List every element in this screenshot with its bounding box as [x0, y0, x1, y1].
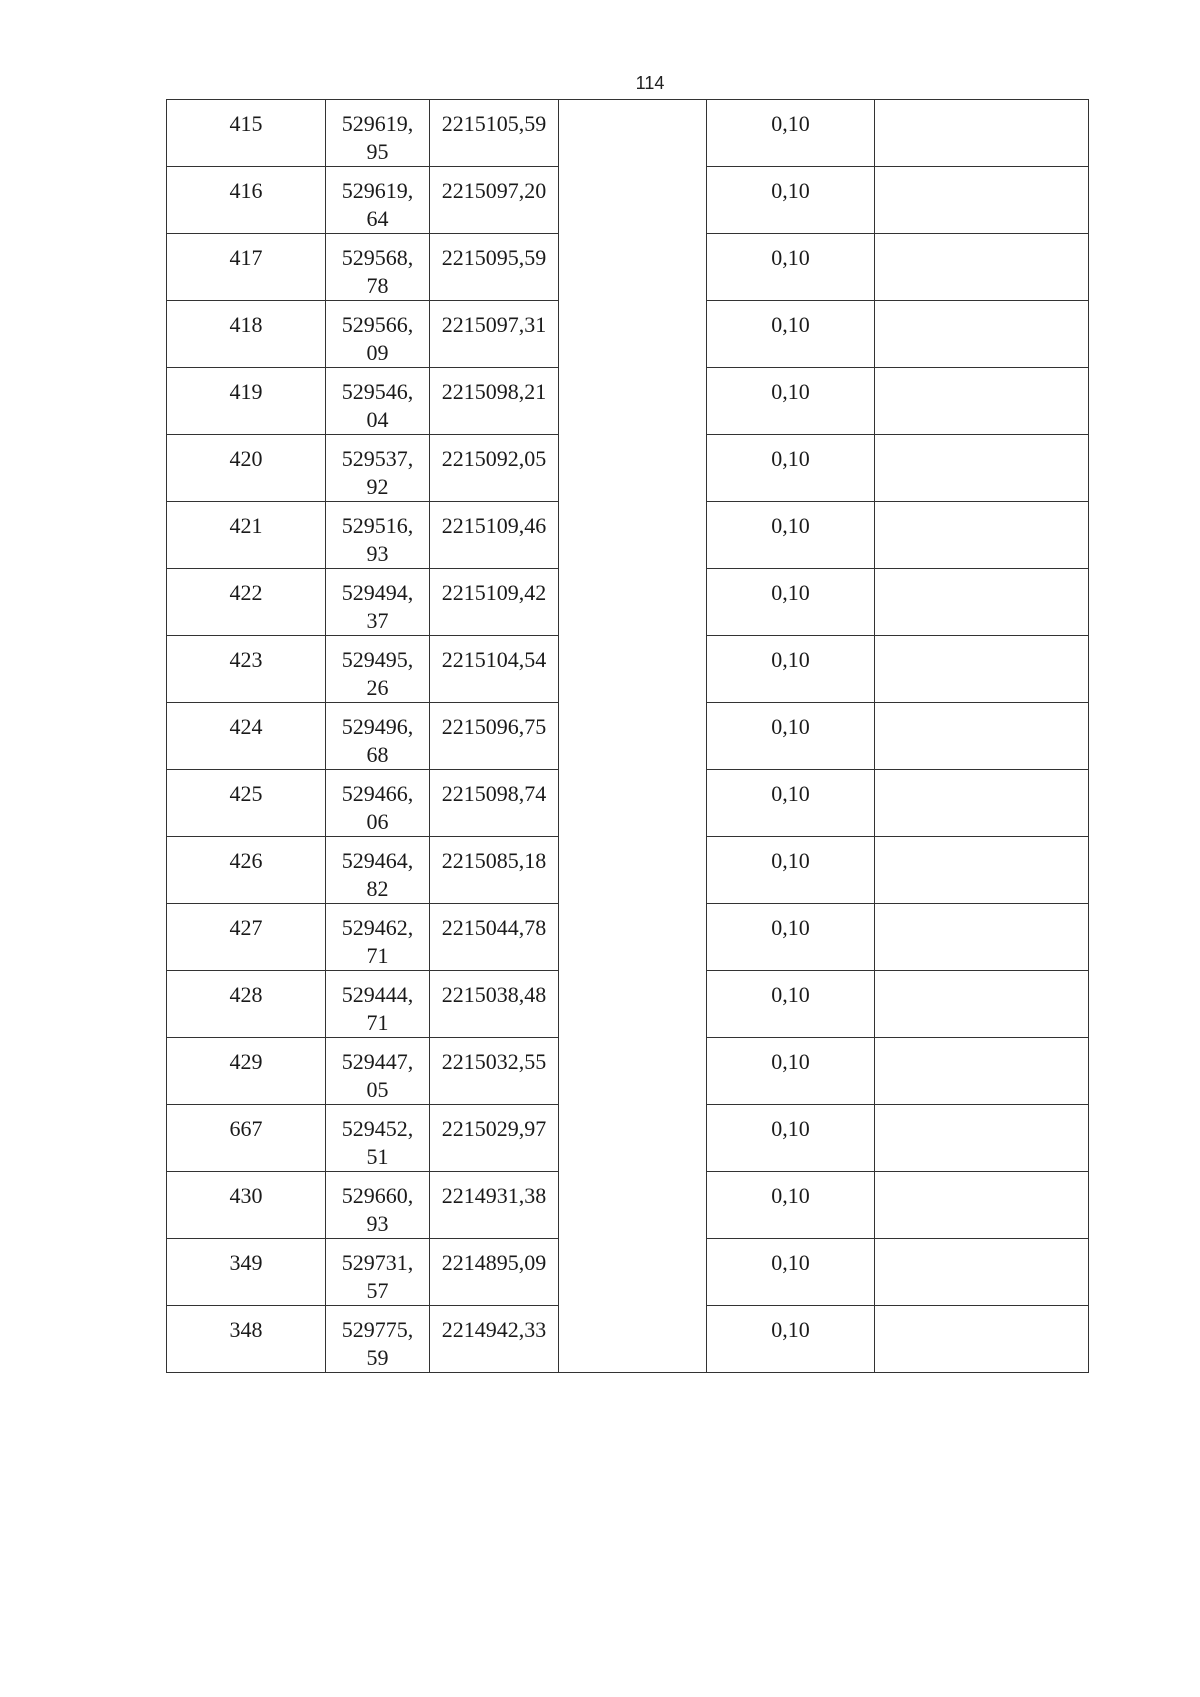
table-row	[167, 569, 1089, 636]
accuracy-cell: 0,10	[707, 1105, 875, 1172]
accuracy-cell: 0,10	[707, 234, 875, 301]
point-number-cell: 418	[167, 301, 326, 368]
description-cell	[875, 1038, 1089, 1105]
y-coordinate-cell: 2215096,75	[430, 703, 559, 770]
description-cell	[875, 100, 1089, 167]
table-row	[167, 368, 1089, 435]
table-row	[167, 1306, 1089, 1373]
x-coordinate-cell	[326, 435, 430, 502]
accuracy-cell: 0,10	[707, 100, 875, 167]
empty-method-cell	[559, 636, 707, 703]
coordinates-table-body	[167, 100, 1089, 1373]
x-coordinate-cell	[326, 1306, 430, 1373]
point-number-cell: 349	[167, 1239, 326, 1306]
empty-method-cell	[559, 837, 707, 904]
x-coordinate-part-2: 82	[366, 876, 389, 901]
x-coordinate-part-1: 529466,	[341, 781, 414, 806]
accuracy-cell: 0,10	[707, 1306, 875, 1373]
point-number-cell: 415	[167, 100, 326, 167]
table-row	[167, 100, 1089, 167]
accuracy-cell: 0,10	[707, 703, 875, 770]
x-coordinate-cell	[326, 971, 430, 1038]
y-coordinate-cell: 2215092,05	[430, 435, 559, 502]
accuracy-cell: 0,10	[707, 1172, 875, 1239]
table-row	[167, 301, 1089, 368]
x-coordinate-cell	[326, 837, 430, 904]
x-coordinate-cell	[326, 1172, 430, 1239]
table-row	[167, 1172, 1089, 1239]
y-coordinate-cell: 2215085,18	[430, 837, 559, 904]
empty-method-cell	[559, 1105, 707, 1172]
x-coordinate-part-1: 529452,	[341, 1116, 414, 1141]
accuracy-cell: 0,10	[707, 435, 875, 502]
point-number-cell: 428	[167, 971, 326, 1038]
x-coordinate-part-1: 529568,	[341, 245, 414, 270]
y-coordinate-cell: 2215109,42	[430, 569, 559, 636]
point-number-cell: 417	[167, 234, 326, 301]
x-coordinate-part-1: 529516,	[341, 513, 414, 538]
description-cell	[875, 368, 1089, 435]
x-coordinate-part-2: 64	[366, 206, 389, 231]
x-coordinate-part-2: 04	[366, 407, 389, 432]
point-number-cell: 429	[167, 1038, 326, 1105]
point-number-cell: 420	[167, 435, 326, 502]
empty-method-cell	[559, 435, 707, 502]
empty-method-cell	[559, 1038, 707, 1105]
x-coordinate-cell	[326, 100, 430, 167]
x-coordinate-part-2: 68	[366, 742, 389, 767]
empty-method-cell	[559, 703, 707, 770]
x-coordinate-part-1: 529566,	[341, 312, 414, 337]
accuracy-cell: 0,10	[707, 1239, 875, 1306]
empty-method-cell	[559, 1239, 707, 1306]
y-coordinate-cell: 2214895,09	[430, 1239, 559, 1306]
y-coordinate-cell: 2215105,59	[430, 100, 559, 167]
accuracy-cell: 0,10	[707, 301, 875, 368]
description-cell	[875, 569, 1089, 636]
empty-method-cell	[559, 100, 707, 167]
x-coordinate-part-1: 529546,	[341, 379, 414, 404]
x-coordinate-part-1: 529444,	[341, 982, 414, 1007]
x-coordinate-cell	[326, 770, 430, 837]
x-coordinate-part-2: 93	[366, 541, 389, 566]
table-row	[167, 904, 1089, 971]
x-coordinate-part-1: 529660,	[341, 1183, 414, 1208]
x-coordinate-part-1: 529464,	[341, 848, 414, 873]
description-cell	[875, 770, 1089, 837]
x-coordinate-part-2: 92	[366, 474, 389, 499]
empty-method-cell	[559, 502, 707, 569]
x-coordinate-cell	[326, 502, 430, 569]
accuracy-cell: 0,10	[707, 368, 875, 435]
x-coordinate-part-2: 93	[366, 1211, 389, 1236]
point-number-cell: 667	[167, 1105, 326, 1172]
table-row	[167, 502, 1089, 569]
empty-method-cell	[559, 368, 707, 435]
accuracy-cell: 0,10	[707, 167, 875, 234]
empty-method-cell	[559, 234, 707, 301]
x-coordinate-part-2: 51	[366, 1144, 389, 1169]
table-row	[167, 1038, 1089, 1105]
x-coordinate-part-1: 529496,	[341, 714, 414, 739]
x-coordinate-cell	[326, 703, 430, 770]
x-coordinate-part-1: 529731,	[341, 1250, 414, 1275]
y-coordinate-cell: 2215029,97	[430, 1105, 559, 1172]
point-number-cell: 424	[167, 703, 326, 770]
y-coordinate-cell: 2215109,46	[430, 502, 559, 569]
x-coordinate-part-2: 05	[366, 1077, 389, 1102]
accuracy-cell: 0,10	[707, 1038, 875, 1105]
point-number-cell: 348	[167, 1306, 326, 1373]
empty-method-cell	[559, 301, 707, 368]
x-coordinate-part-2: 71	[366, 943, 389, 968]
table-row	[167, 703, 1089, 770]
x-coordinate-part-1: 529775,	[341, 1317, 414, 1342]
x-coordinate-cell	[326, 1038, 430, 1105]
x-coordinate-part-2: 26	[366, 675, 389, 700]
point-number-cell: 421	[167, 502, 326, 569]
x-coordinate-part-1: 529494,	[341, 580, 414, 605]
description-cell	[875, 1105, 1089, 1172]
y-coordinate-cell: 2215044,78	[430, 904, 559, 971]
description-cell	[875, 167, 1089, 234]
x-coordinate-cell	[326, 569, 430, 636]
y-coordinate-cell: 2215097,20	[430, 167, 559, 234]
table-row	[167, 837, 1089, 904]
description-cell	[875, 1172, 1089, 1239]
empty-method-cell	[559, 1172, 707, 1239]
point-number-cell: 427	[167, 904, 326, 971]
x-coordinate-cell	[326, 904, 430, 971]
description-cell	[875, 904, 1089, 971]
description-cell	[875, 1239, 1089, 1306]
point-number-cell: 425	[167, 770, 326, 837]
description-cell	[875, 502, 1089, 569]
y-coordinate-cell: 2215032,55	[430, 1038, 559, 1105]
empty-method-cell	[559, 770, 707, 837]
y-coordinate-cell: 2215098,74	[430, 770, 559, 837]
accuracy-cell: 0,10	[707, 971, 875, 1038]
point-number-cell: 430	[167, 1172, 326, 1239]
x-coordinate-cell	[326, 636, 430, 703]
table-row	[167, 636, 1089, 703]
empty-method-cell	[559, 167, 707, 234]
y-coordinate-cell: 2215104,54	[430, 636, 559, 703]
y-coordinate-cell: 2214942,33	[430, 1306, 559, 1373]
description-cell	[875, 837, 1089, 904]
x-coordinate-part-2: 78	[366, 273, 389, 298]
description-cell	[875, 435, 1089, 502]
x-coordinate-cell	[326, 234, 430, 301]
description-cell	[875, 703, 1089, 770]
x-coordinate-cell	[326, 301, 430, 368]
x-coordinate-part-1: 529619,	[341, 178, 414, 203]
x-coordinate-part-2: 09	[366, 340, 389, 365]
table-row	[167, 167, 1089, 234]
x-coordinate-part-2: 95	[366, 139, 389, 164]
table-row	[167, 1105, 1089, 1172]
y-coordinate-cell: 2215038,48	[430, 971, 559, 1038]
accuracy-cell: 0,10	[707, 904, 875, 971]
description-cell	[875, 1306, 1089, 1373]
accuracy-cell: 0,10	[707, 502, 875, 569]
y-coordinate-cell: 2214931,38	[430, 1172, 559, 1239]
x-coordinate-part-2: 57	[366, 1278, 389, 1303]
x-coordinate-part-2: 59	[366, 1345, 389, 1370]
accuracy-cell: 0,10	[707, 770, 875, 837]
x-coordinate-part-1: 529447,	[341, 1049, 414, 1074]
accuracy-cell: 0,10	[707, 636, 875, 703]
page-number: 114	[635, 73, 665, 93]
empty-method-cell	[559, 1306, 707, 1373]
description-cell	[875, 234, 1089, 301]
accuracy-cell: 0,10	[707, 569, 875, 636]
table-row	[167, 435, 1089, 502]
y-coordinate-cell: 2215098,21	[430, 368, 559, 435]
x-coordinate-cell	[326, 1105, 430, 1172]
coordinates-table	[166, 99, 1089, 1373]
point-number-cell: 416	[167, 167, 326, 234]
point-number-cell: 423	[167, 636, 326, 703]
point-number-cell: 419	[167, 368, 326, 435]
table-row	[167, 1239, 1089, 1306]
empty-method-cell	[559, 569, 707, 636]
x-coordinate-cell	[326, 1239, 430, 1306]
x-coordinate-cell	[326, 167, 430, 234]
point-number-cell: 422	[167, 569, 326, 636]
x-coordinate-part-2: 37	[366, 608, 389, 633]
x-coordinate-part-1: 529619,	[341, 111, 414, 136]
x-coordinate-part-2: 71	[366, 1010, 389, 1035]
empty-method-cell	[559, 971, 707, 1038]
x-coordinate-part-1: 529537,	[341, 446, 414, 471]
table-row	[167, 234, 1089, 301]
point-number-cell: 426	[167, 837, 326, 904]
description-cell	[875, 971, 1089, 1038]
table-row	[167, 971, 1089, 1038]
table-row	[167, 770, 1089, 837]
y-coordinate-cell: 2215095,59	[430, 234, 559, 301]
description-cell	[875, 301, 1089, 368]
empty-method-cell	[559, 904, 707, 971]
x-coordinate-part-1: 529495,	[341, 647, 414, 672]
accuracy-cell: 0,10	[707, 837, 875, 904]
y-coordinate-cell: 2215097,31	[430, 301, 559, 368]
x-coordinate-part-2: 06	[366, 809, 389, 834]
x-coordinate-part-1: 529462,	[341, 915, 414, 940]
description-cell	[875, 636, 1089, 703]
x-coordinate-cell	[326, 368, 430, 435]
